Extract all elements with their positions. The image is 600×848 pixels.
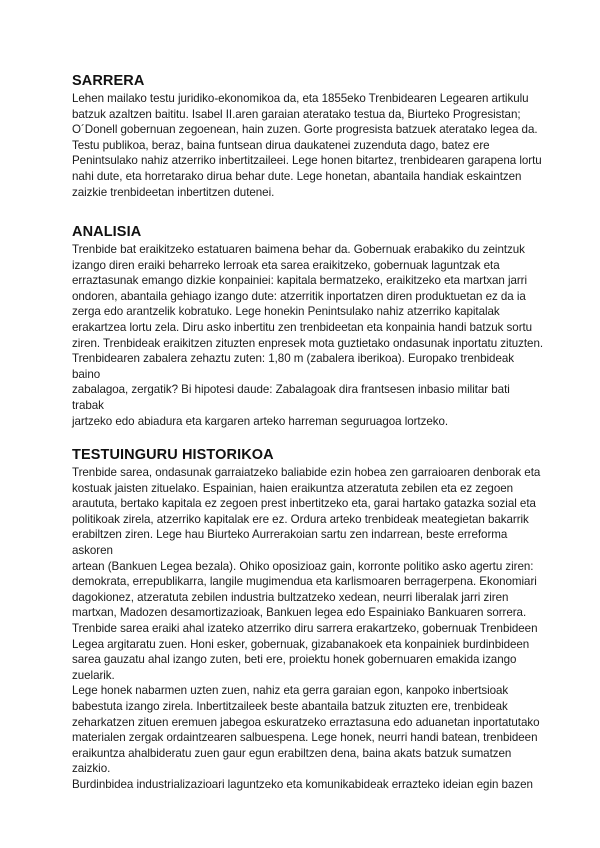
paragraph-line: Trenbide sarea eraiki ahal izateko atzerriko diru sarrera erakartzeko, gobernuak Trenbideen	[72, 621, 538, 635]
paragraph-line: materialen zergak ordaintzearen salbuespena. Lege honek, neurri handi batean, trenbideen	[72, 731, 538, 745]
section-sarrera	[72, 72, 542, 200]
paragraph-line: zaizkie trenbideetan inbertitzen dutenei.	[72, 185, 275, 199]
paragraph-line: zuelarik.	[72, 668, 115, 682]
paragraph-line: zerga edo arantzelik kobratuko. Lege honekin Penintsulako nahiz atzerriko kapitalak	[72, 305, 500, 319]
paragraph-line: babestuta izango zirela. Inbertitzaileek beste abantaila batzuk zituzten ere, trenbideak	[72, 699, 508, 713]
paragraph-line: O´Donell gobernuan zegoenean, hain zuzen. Gorte progresista batzuek ateratako legea da.	[72, 123, 538, 137]
paragraph-line: eraikuntza ahalbideratu zuen gaur egun erabiltzen dena, baina akats batzuk sumatzen	[72, 746, 512, 760]
paragraph-line: Lehen mailako testu juridiko-ekonomikoa da, eta 1855eko Trenbidearen Legearen artikulu	[72, 92, 529, 105]
paragraph-line: erraztasunak emango dizkie konpainiei: kapitala bermatzeko, eraikitzeko eta martxan jarri	[72, 274, 528, 288]
section-analisia	[72, 223, 542, 429]
paragraph-line: izango diren eraiki beharreko lerroak eta sarea eraikitzeko, gobernuak laguntzak eta	[72, 258, 500, 272]
paragraph-line: batzuk azaltzen baititu. Isabel II.aren garaian ateratako testua da, Biurteko Progresistan;	[72, 107, 521, 121]
paragraph-line: Testu publikoa, beraz, baina funtsean dirua daukatenei zuzenduta dago, batez ere	[72, 138, 490, 152]
paragraph-line: Trenbide bat eraikitzeko estatuaren baimena behar da. Gobernuak erabakiko du zeintzuk	[72, 243, 525, 256]
paragraph-line: zeharkatzen zituen eremuen jabegoa eskuratzeko erraztasuna edo aduanetan inportatutako	[72, 715, 540, 729]
paragraph-line: ziren. Trenbideak eraikitzen zituzten enpresek mota guztietako ondasunak inportatu zituzten.	[72, 336, 544, 350]
paragraph-line: erakartzea lortu zela. Diru asko inbertitu zen trenbideetan eta konpainia handi batzuk sortu	[72, 320, 533, 334]
paragraph-line: ondoren, abantaila gehiago izango dute: atzerritik inportatzen diren produktuetan ez da ia	[72, 289, 526, 303]
paragraph-line: baino	[72, 367, 101, 381]
paragraph-line: Legea argitaratu zuen. Honi esker, gobernuak, gizabanakoek eta konpainiek burdinbideen	[72, 637, 530, 651]
paragraph-line: politikoak zirela, atzerriko kapitalak ere ez. Ordura arteko trenbideak meategietan bakarrik	[72, 512, 529, 526]
paragraph-line: Trenbidearen zabalera zehaztu zuten: 1,80 m (zabalera iberikoa). Europako trenbideak	[72, 352, 514, 366]
section-heading: SARRERA	[72, 73, 145, 89]
section-testuinguru-historikoa	[72, 446, 542, 792]
paragraph-line: artean (Bankuen Legea bezala). Ohiko oposizioaz gain, korronte politiko asko agertu ziren:	[72, 559, 534, 573]
paragraph-line: erabiltzen ziren. Lege hau Biurteko Aurrerakoian sartu zen indarrean, beste erreforma	[72, 528, 508, 542]
paragraph-line: martxan, Madozen desamortizazioak, Bankuen legea edo Espainiako Bankuaren sorrera.	[72, 606, 527, 620]
section-body	[72, 242, 542, 429]
section-heading: TESTUINGURU HISTORIKOA	[72, 447, 274, 463]
paragraph-line: araututa, bertako kapitala ez zegoen prest inbertitzeko eta, garai hartako gatazka sozial eta	[72, 497, 536, 511]
section-body	[72, 465, 542, 792]
paragraph-line: kostuak jaisten zituelako. Espainian, haien eraikuntza atzeratuta zebilen eta ez zegoen	[72, 481, 514, 495]
paragraph-line: Trenbide sarea, ondasunak garraiatzeko baliabide ezin hobea zen garraioaren denborak eta	[72, 466, 541, 479]
paragraph-line: askoren	[72, 543, 113, 557]
paragraph-line: trabak	[72, 398, 104, 412]
paragraph-line: dagokionez, atzeratuta zebilen industria bultzatzeko xedean, neurri liberalak jarri ziren	[72, 590, 509, 604]
section-heading: ANALISIA	[72, 224, 142, 240]
paragraph-line: demokrata, errepublikarra, langile mugimendua eta karlismoaren berragerpena. Ekonomiari	[72, 575, 537, 589]
section-body	[72, 91, 542, 200]
paragraph-line: Burdinbidea industrializazioari laguntzeko eta komunikabideak errazteko ideian egin bazen	[72, 777, 533, 791]
paragraph-line: jartzeko edo abiadura eta kargaren arteko harreman seguruagoa lortzeko.	[72, 414, 449, 428]
paragraph-line: sarea gauzatu ahal izango zuten, beti ere, proiektu honek gobernuaren emakida izango	[72, 653, 517, 667]
paragraph-line: Lege honek nabarmen uzten zuen, nahiz eta gerra garaian egon, kanpoko inbertsioak	[72, 684, 509, 698]
paragraph-line: zaizkio.	[72, 762, 111, 776]
paragraph-line: Penintsulako nahiz atzerriko inbertitzaileei. Lege honen bitartez, trenbidearen garapena lortu	[72, 154, 542, 168]
paragraph-line: zabalagoa, zergatik? Bi hipotesi daude: Zabalagoak dira frantsesen inbasio militar bati	[72, 383, 510, 397]
paragraph-line: nahi dute, eta horretarako dirua behar dute. Lege honetan, abantaila handiak eskaintzen	[72, 169, 522, 183]
